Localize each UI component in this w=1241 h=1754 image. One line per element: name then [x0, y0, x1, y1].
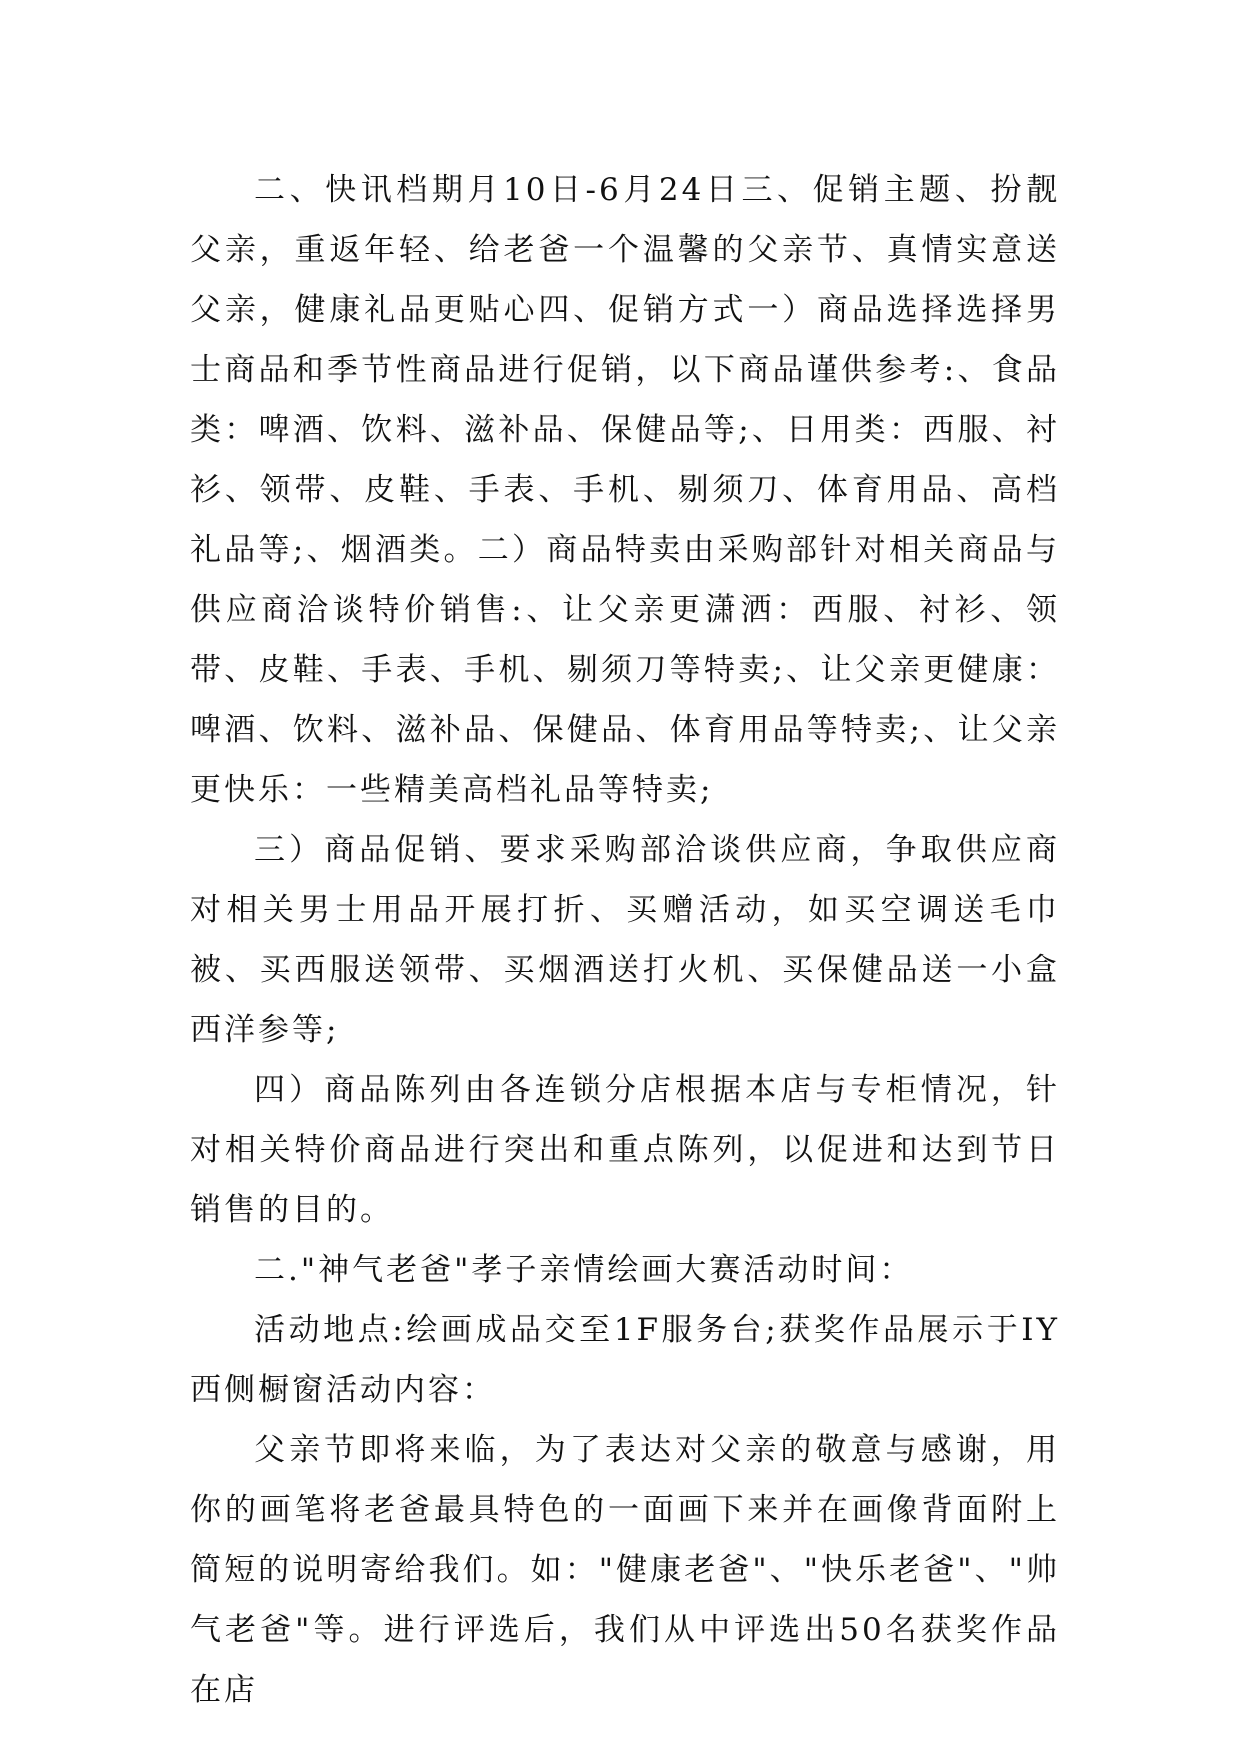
paragraph-promotion-plan: 二、快讯档期月10日-6月24日三、促销主题、扮靓父亲，重返年轻、给老爸一个温馨的父亲节、真情实意送父亲，健康礼品更贴心四、促销方式一）商品选择选择男士商品和季节性商品进行促销，以下商品谨供参考:、食品类：啤酒、饮料、滋补品、保健品等;、日用类：西服、衬衫、领带、皮鞋、手表、手机、剔须刀、体育用品、高档礼品等;、烟酒类。二）商品特卖由采购部针对相关商品与供应商洽谈特价销售:、让父亲更潇洒：西服、衬衫、领带、皮鞋、手表、手机、剔须刀等特卖;、让父亲更健康：啤酒、饮料、滋补品、保健品、体育用品等特卖;、让父亲更快乐：一些精美高档礼品等特卖;	[190, 172, 1060, 808]
paragraph-event-content: 父亲节即将来临，为了表达对父亲的敬意与感谢，用你的画笔将老爸最具特色的一面画下来并在画像背面附上简短的说明寄给我们。如："健康老爸"、"快乐老爸"、"帅气老爸"等。进行评选后，我们从中评选出50名获奖作品在店	[190, 1432, 1060, 1708]
paragraph-event-location: 活动地点:绘画成品交至1F服务台;获奖作品展示于IY西侧橱窗活动内容：	[190, 1312, 1060, 1408]
document-body	[190, 160, 1060, 1720]
paragraph-product-promotion: 三）商品促销、要求采购部洽谈供应商，争取供应商对相关男士用品开展打折、买赠活动，如买空调送毛巾被、买西服送领带、买烟酒送打火机、买保健品送一小盒西洋参等;	[190, 832, 1060, 1048]
paragraph-drawing-contest-title: 二."神气老爸"孝子亲情绘画大赛活动时间：	[254, 1252, 914, 1288]
paragraph-product-display: 四）商品陈列由各连锁分店根据本店与专柜情况，针对相关特价商品进行突出和重点陈列，以促进和达到节日销售的目的。	[190, 1072, 1060, 1228]
